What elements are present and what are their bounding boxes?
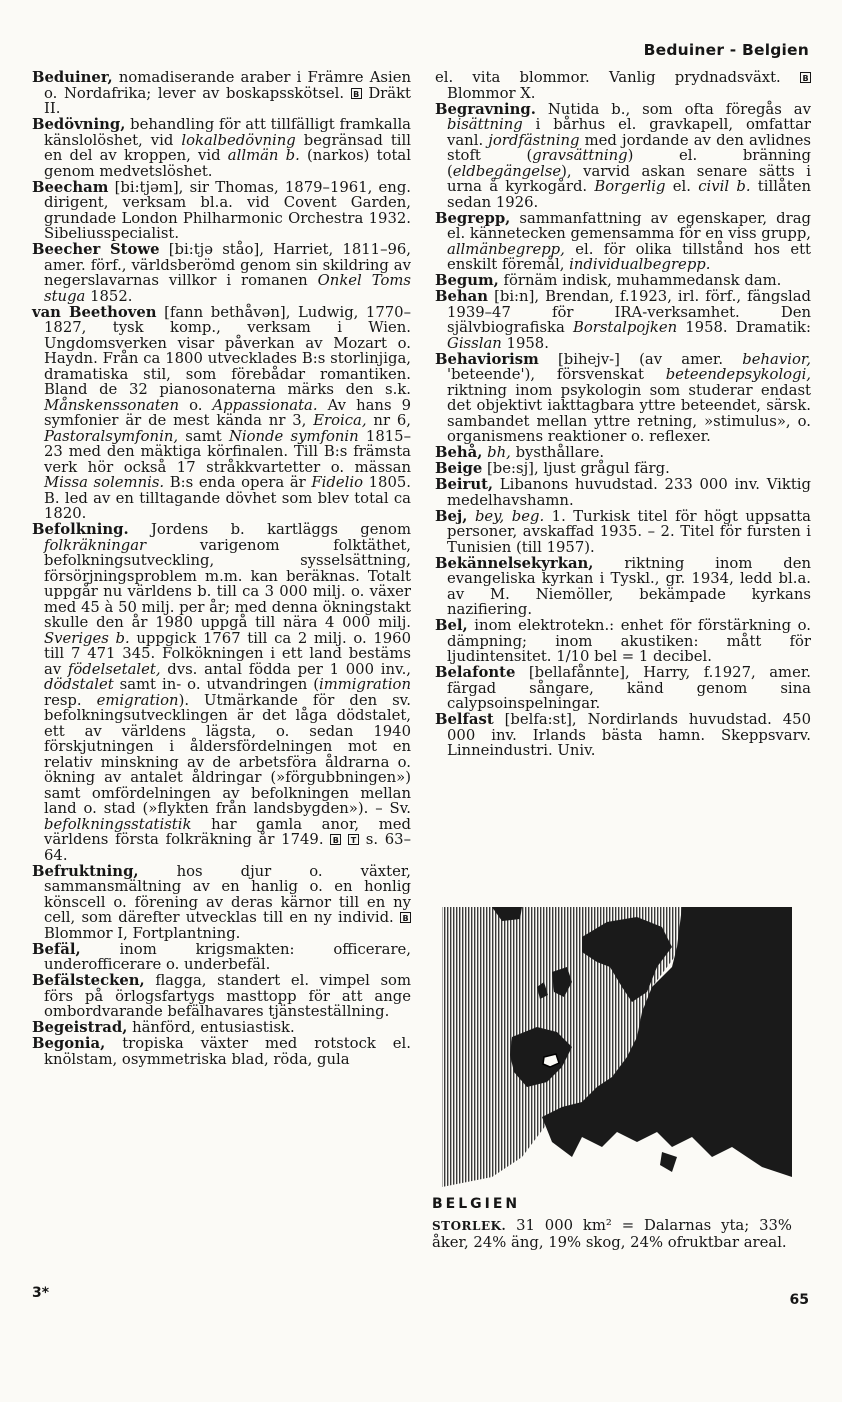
entry-italic-term: Sveriges b.	[44, 629, 130, 647]
entry-text: begränsad till en del av kroppen, vid	[44, 131, 411, 164]
dictionary-entry	[32, 942, 411, 973]
entry-italic-term: jordfästning	[488, 131, 580, 149]
dictionary-entry	[32, 305, 411, 522]
entry-italic-term: emigration	[96, 691, 179, 709]
entry-italic-term: allmänbegrepp,	[447, 240, 565, 258]
running-header: Beduiner - Belgien	[643, 41, 809, 59]
dictionary-entry	[32, 180, 411, 242]
dictionary-entry	[435, 509, 811, 556]
entry-headword: Bej,	[435, 507, 468, 525]
entry-text: inom krigsmakten: officerare, underofficerare o. underbefäl.	[44, 940, 411, 973]
entry-italic-term: civil b.	[698, 178, 751, 195]
dictionary-entry	[32, 973, 411, 1020]
entry-headword: Begrepp,	[435, 209, 511, 227]
dictionary-entry	[435, 618, 811, 665]
entry-text: samt	[178, 427, 229, 445]
dictionary-entry	[435, 712, 811, 759]
entry-text: flagga, standert el. vimpel som förs på örlogsfartygs masttopp för att ange ombordvarande befälhavares tjänsteställning.	[44, 972, 411, 1020]
entry-italic-term: Månskenssonaten	[44, 396, 180, 414]
stats-label: STORLEK.	[432, 1219, 507, 1233]
dictionary-entry	[32, 864, 411, 942]
entry-text: dvs. antal födda per 1 000 inv.,	[160, 660, 411, 678]
cross-reference-icon: B	[400, 912, 411, 923]
left-column	[32, 70, 411, 1068]
entry-text: behandling för att tillfälligt framkalla känslolöshet, vid	[44, 116, 411, 149]
entry-text: ), varvid askan senare sätts i urna å kyrkogård.	[447, 162, 811, 195]
entry-text: [belfa:st], Nordirlands huvudstad. 450 000 inv. Irlands bästa hamn. Skeppsvarv. Linneindustri. Univ.	[447, 711, 811, 759]
entry-text: 1805. B. led av en tilltagande dövhet som blev total ca 1820.	[44, 474, 411, 522]
entry-headword: Behan	[435, 288, 489, 305]
entry-headword: Beecham	[32, 178, 109, 196]
cross-reference-icon: B	[800, 72, 811, 83]
cross-reference-icon: B	[330, 834, 341, 845]
entry-text: 'beteende'), försvenskat	[447, 366, 666, 383]
entry-text: tropiska växter med rotstock el. knölstam, osymmetriska blad, röda, gula	[44, 1035, 411, 1068]
entry-text: hos djur o. växter, sammansmältning av en hanlig o. en honlig könscell o. förening av deras kärnor till en ny cell, som därefter utvecklas till en ny individ.	[44, 862, 411, 926]
entry-italic-term: Fidelio	[311, 474, 363, 491]
dictionary-entry	[435, 211, 811, 273]
entry-text: nr 6,	[366, 412, 411, 429]
entry-italic-term: Nionde symfonin	[228, 427, 359, 445]
entry-headword: Befälstecken,	[32, 972, 145, 989]
entry-text: nomadiserande araber i Främre Asien o. Nordafrika; lever av boskapsskötsel.	[44, 69, 411, 102]
entry-text: s. 63–64.	[44, 831, 411, 864]
stats-text: 31 000 km² = Dalarnas yta; 33% åker, 24% äng, 19% skog, 24% ofruktbar areal.	[432, 1217, 792, 1251]
entry-text: [be:sj], ljust grågul färg.	[482, 460, 670, 477]
entry-italic-term: gravsättning	[532, 147, 628, 164]
dictionary-entry	[435, 461, 811, 477]
dictionary-entry	[435, 665, 811, 712]
entry-text: Dräkt II.	[44, 84, 411, 117]
entry-headword: Belfast	[435, 711, 494, 728]
entry-headword: Begum,	[435, 272, 499, 289]
entry-italic-term: behavior,	[742, 350, 811, 368]
entry-italic-term: individualbegrepp.	[569, 256, 711, 273]
entry-headword: Beduiner,	[32, 69, 113, 86]
entry-text: 1852.	[85, 287, 133, 305]
page-number: 65	[789, 1292, 809, 1308]
entry-text: [bi:n], Brendan, f.1923, irl. förf., fängslad 1939–47 för IRA-verksamhet. Den självbiografiska	[447, 288, 811, 336]
entry-text: 1. Turkisk titel för högt uppsatta personer, avskaffad 1935. – 2. Titel för fursten i Tunisien (till 1957).	[447, 507, 811, 556]
entry-headword: Begeistrad,	[32, 1019, 128, 1036]
entry-text	[467, 508, 475, 525]
entry-italic-term: bisättning	[447, 116, 523, 133]
entry-text: med jordande av den avlidnes stoft (	[447, 131, 811, 164]
entry-italic-term: eldbegängelse	[452, 162, 562, 180]
entry-italic-term: dödstalet	[44, 676, 114, 693]
entry-headword: Bekännelsekyrkan,	[435, 554, 594, 572]
entry-italic-term: bh,	[487, 444, 511, 461]
dictionary-entry	[32, 242, 411, 304]
entry-text: 1958. Dramatik:	[677, 319, 812, 336]
entry-text: Nutida b., som ofta föregås av	[535, 100, 811, 118]
entry-text: resp.	[44, 691, 97, 709]
entry-text: el.	[665, 178, 699, 195]
entry-headword: Befäl,	[32, 940, 81, 958]
entry-headword: Beecher Stowe	[32, 241, 160, 258]
entry-headword: Belafonte	[435, 664, 516, 681]
entry-text: o.	[179, 396, 213, 414]
entry-text: hänförd, entusiastisk.	[127, 1019, 295, 1036]
map-caption: BELGIEN	[432, 1196, 521, 1212]
right-column	[435, 70, 811, 759]
dictionary-entry	[435, 70, 811, 101]
country-stats	[432, 1218, 792, 1250]
signature-mark: 3*	[32, 1285, 50, 1301]
entry-text: bysthållare.	[510, 444, 605, 461]
cross-reference-icon: T	[348, 834, 359, 845]
entry-text: Jordens b. kartläggs genom	[128, 521, 411, 538]
entry-text: Av hans 9 symfonier är de mest kända nr 3,	[44, 396, 411, 429]
entry-headword: Befolkning.	[32, 521, 129, 538]
entry-italic-term: bey, beg.	[474, 507, 545, 525]
entry-text: [bi:tjə ståo], Harriet, 1811–96, amer. förf., världsberömd genom sin skildring av negerslavarnas villkor i romanen	[44, 241, 411, 289]
entry-italic-term: Appassionata.	[212, 396, 318, 414]
entry-text: Blommor I, Fortplantning.	[44, 924, 241, 942]
entry-text: varigenom folktäthet, befolkningsutveckling, sysselsättning, försörjningsproblem m.m. kan beräknas. Totalt uppgår nu världens b. till ca 3 000 milj. o. växer med 45 à 50 milj. per år; med denna ökningstakt skulle den år 1980 uppgå till nära 4 000 milj.	[44, 536, 411, 631]
dictionary-entry	[435, 352, 811, 445]
entry-headword: Behaviorism	[435, 350, 539, 368]
dictionary-entry	[435, 477, 811, 508]
entry-text: [bellafånnte], Harry, f.1927, amer. färgad sångare, känd genom sina calypsoinspelningar.	[447, 664, 811, 712]
entry-text: inom elektrotekn.: enhet för förstärkning o. dämpning; inom akustiken: mått för ljudintensitet. 1/10 bel = 1 decibel.	[447, 617, 811, 665]
entry-italic-term: beteendepsykologi,	[665, 366, 811, 383]
entry-italic-term: folkräkningar	[44, 536, 147, 554]
entry-italic-term: Eroica,	[313, 412, 367, 429]
entry-text: har gamla anor, med världens första folkräkning år 1749.	[44, 815, 411, 848]
entry-headword: Bel,	[435, 617, 468, 634]
entry-text: Libanons huvudstad. 233 000 inv. Viktig medelhavshamn.	[447, 476, 811, 509]
entry-headword: Bedövning,	[32, 116, 126, 133]
entry-headword: Beirut,	[435, 476, 494, 493]
entry-text: B:s enda opera är	[164, 474, 312, 491]
entry-italic-term: Gisslan	[447, 334, 502, 352]
dictionary-entry	[435, 273, 811, 289]
entry-text: (narkos) total genom medvetslöshet.	[44, 147, 411, 180]
entry-headword: Begonia,	[32, 1035, 106, 1052]
entry-headword: van Beethoven	[32, 303, 157, 321]
entry-text: ). Utmärkande för den sv. befolkningsutvecklingen är det låga dödstalet, ett av världens lägsta, o. sedan 1940 förskjutningen i åldersfördelningen mot en relativ minskning av de arbetsföra åldrarna o. ökning av antalet åldringar (»förgubbningen») samt omfördelningen av befolkningen mellan land o. stad (»flykten från landsbygden»). – Sv.	[44, 691, 411, 817]
entry-text: 1958.	[501, 334, 549, 352]
entry-text: 1815–23 med den mäktiga körfinalen. Till B:s främsta verk hör också 17 stråkkvartetter o. mässan	[44, 427, 411, 476]
entry-italic-term: Borstalpojken	[572, 319, 678, 336]
entry-text: förnäm indisk, muhammedansk dam.	[498, 272, 782, 289]
entry-text: uppgick 1767 till ca 2 milj. o. 1960 till 7 471 345. Folkökningen i ett land bestäms av	[44, 629, 411, 678]
dictionary-entry	[32, 117, 411, 179]
entry-text: sammanfattning av egenskaper, drag el. kännetecken gemensamma för en viss grupp,	[447, 209, 811, 242]
entry-italic-term: lokalbedövning	[181, 131, 296, 149]
entry-italic-term: Borgerlig	[594, 178, 666, 195]
dictionary-entry	[435, 445, 811, 461]
entry-italic-term: immigration	[318, 676, 411, 693]
entry-text: riktning inom psykologin som studerar endast det objektivt iakttagbara yttre beteendet, särsk. sambandet mellan yttre retning, »stimulus», o. organismens reaktioner o. reflexer.	[447, 381, 811, 445]
entry-italic-term: födelsetalet,	[67, 660, 161, 678]
entry-headword: Befruktning,	[32, 862, 139, 880]
dictionary-entry	[435, 102, 811, 211]
dictionary-entry	[32, 1020, 411, 1036]
europe-map-icon	[432, 907, 792, 1197]
entry-italic-term: Missa solemnis.	[44, 474, 165, 491]
entry-headword: Behå,	[435, 444, 483, 461]
entry-text: riktning inom den evangeliska kyrkan i Tyskl., gr. 1934, ledd bl.a. av M. Niemöller, bekämpade kyrkans nazifiering.	[447, 554, 811, 618]
entry-italic-term: Pastoralsymfonin,	[44, 427, 179, 445]
entry-text: samt in- o. utvandringen (	[113, 676, 319, 693]
entry-text: el. vita blommor. Vanlig prydnadsväxt.	[435, 69, 781, 86]
entry-text: Blommor X.	[447, 84, 536, 102]
dictionary-entry	[32, 1036, 411, 1067]
dictionary-entry	[435, 289, 811, 351]
entry-text: ) el. bränning (	[447, 147, 811, 180]
entry-text: [fann bethåvən], Ludwig, 1770–1827, tysk komp., verksam i Wien. Ungdomsverken visar påverkan av Mozart o. Haydn. Från ca 1800 utvecklades B:s storlinjiga, dramatiska stil, som förebådar romantiken. Bland de 32 pianosonaterna märks den s.k.	[44, 303, 411, 398]
cross-reference-icon: B	[351, 88, 362, 99]
dictionary-entry	[435, 556, 811, 618]
entry-italic-term: befolkningsstatistik	[44, 815, 192, 833]
entry-text: el. för olika tillstånd hos ett enskilt föremål,	[447, 240, 811, 273]
entry-headword: Begravning.	[435, 100, 536, 118]
entry-text: [bihejv-] (av amer.	[538, 350, 743, 368]
entry-italic-term: Onkel Toms stuga	[44, 272, 412, 305]
entry-text: tillåten sedan 1926.	[447, 178, 811, 211]
dictionary-entry	[32, 522, 411, 863]
entry-text: i bårhus el. gravkapell, omfattar vanl.	[447, 116, 811, 149]
entry-headword: Beige	[435, 460, 483, 477]
dictionary-entry	[32, 70, 411, 117]
entry-text: [bi:tjəm], sir Thomas, 1879–1961, eng. dirigent, verksam bl.a. vid Covent Garden, grundade London Philharmonic Orchestra 1932. Sibeliusspecialist.	[44, 178, 411, 242]
entry-italic-term: allmän b.	[227, 147, 300, 164]
